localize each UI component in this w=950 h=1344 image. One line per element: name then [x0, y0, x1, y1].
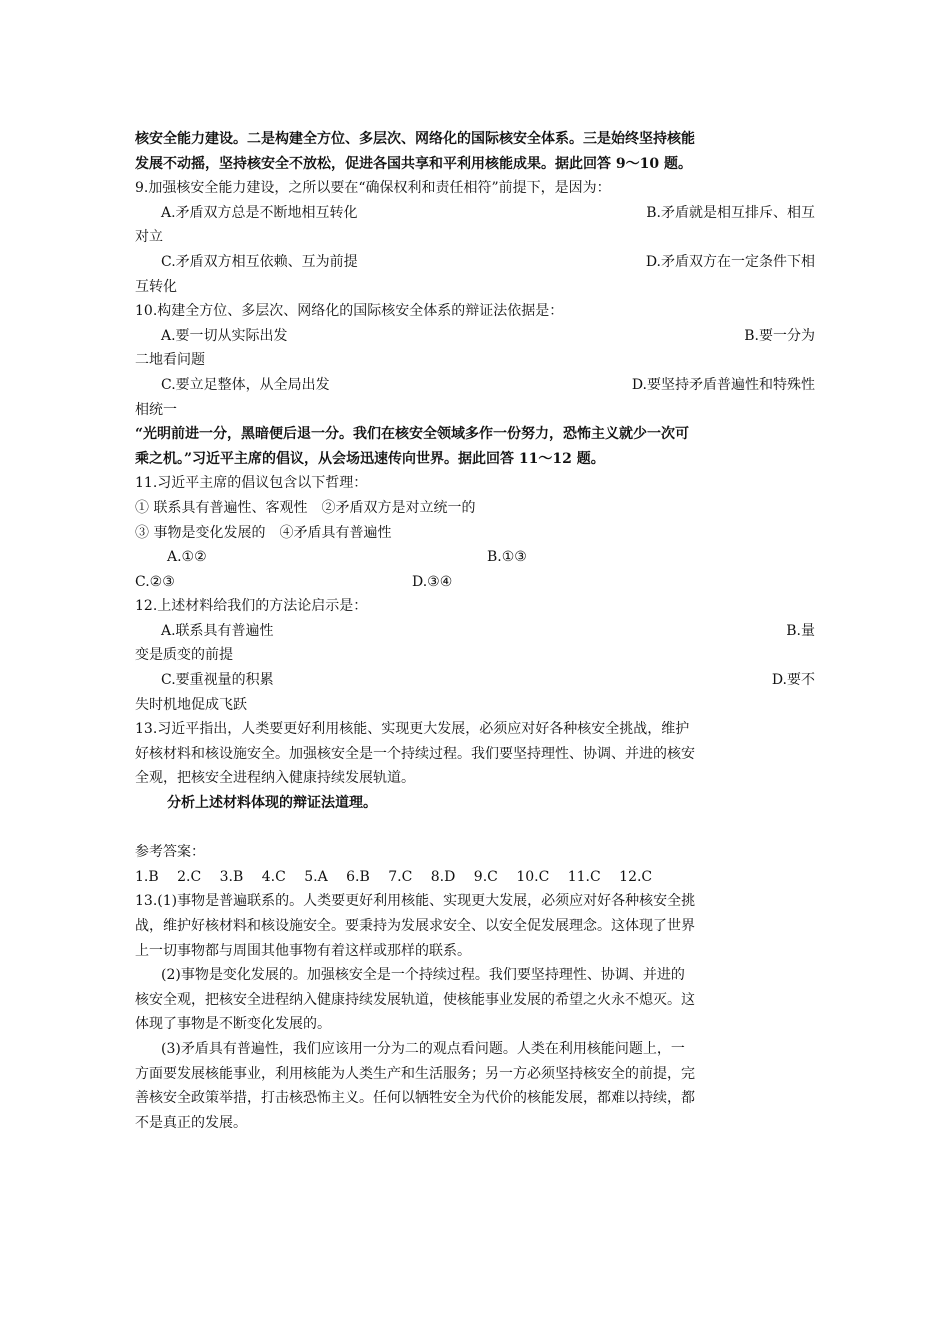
q12-option-a: A.联系具有普遍性	[161, 622, 274, 639]
q10-option-c: C.要立足整体，从全局出发	[161, 376, 330, 393]
q9-option-b-cont: 对立	[135, 229, 163, 246]
q12-option-row-ab	[135, 619, 815, 644]
q10-option-d-cont: 相统一	[135, 401, 177, 418]
q12-option-b: B.量	[786, 622, 815, 639]
q9-stem: 9.加强核安全能力建设，之所以要在“确保权利和责任相符”前提下，是因为：	[135, 180, 611, 197]
q9-option-b: B.矛盾就是相互排斥、相互	[646, 204, 815, 221]
spacer	[135, 816, 815, 841]
q9-option-row-ab	[135, 201, 815, 226]
q13-task: 分析上述材料体现的辩证法道理。	[167, 795, 377, 812]
q10-option-b-cont: 二地看问题	[135, 352, 205, 369]
q13-line-1: 13.习近平指出，人类要更好利用核能、实现更大发展，必须应对好各种核安全挑战，维护	[135, 721, 690, 738]
quote-line-2: 乘之机。”习近平主席的倡议，从会场迅速传向世界。据此回答 11～12 题。	[135, 450, 605, 467]
q12-option-row-cd	[135, 668, 815, 693]
q10-option-b: B.要一分为	[744, 327, 815, 344]
q10-option-row-cd	[135, 373, 815, 398]
q10-stem: 10.构建全方位、多层次、网络化的国际核安全体系的辩证法依据是：	[135, 303, 564, 320]
answers-mc: 1.B 2.C 3.B 4.C 5.A 6.B 7.C 8.D 9.C 10.C 11.C 12.C	[135, 868, 653, 885]
q12-stem: 12.上述材料给我们的方法论启示是：	[135, 598, 368, 615]
answer-13-p3-line-3: 善核安全政策举措，打击核恐怖主义。任何以牺牲安全为代价的核能发展，都难以持续，都	[135, 1090, 695, 1107]
answer-13-p3-line-2: 方面要发展核能事业，利用核能为人类生产和生活服务；另一方必须坚持核安全的前提，完	[135, 1065, 695, 1082]
q10-option-d: D.要坚持矛盾普遍性和特殊性	[631, 376, 815, 393]
q11-option-d: D.③④	[412, 573, 453, 590]
q12-option-c: C.要重视量的积累	[161, 672, 274, 689]
answers-label: 参考答案：	[135, 844, 205, 861]
answer-13-p1-line-3: 上一切事物都与周围其他事物有着这样或那样的联系。	[135, 942, 471, 959]
answer-13-p1-line-2: 战，维护好核材料和核设施安全。要秉持为发展求安全、以安全促发展理念。这体现了世界	[135, 918, 695, 934]
quote-line-1: “光明前进一分，黑暗便后退一分。我们在核安全领域多作一份努力，恐怖主义就少一次可	[135, 426, 690, 443]
q11-option-c: C.②③	[135, 573, 175, 590]
q9-option-row-cd	[135, 250, 815, 275]
answer-13-p2-line-1: (2)事物是变化发展的。加强核安全是一个持续过程。我们要坚持理性、协调、并进的	[161, 967, 685, 984]
q11-option-row-cd	[135, 570, 815, 595]
answer-13-p3-line-4: 不是真正的发展。	[135, 1114, 247, 1131]
q12-option-d: D.要不	[771, 672, 815, 689]
answer-13-p3-line-1: (3)矛盾具有普遍性，我们应该用一分为二的观点看问题。人类在利用核能问题上，一	[161, 1040, 685, 1057]
q10-option-a: A.要一切从实际出发	[161, 327, 288, 344]
q11-items-1: ① 联系具有普遍性、客观性 ②矛盾双方是对立统一的	[135, 499, 476, 516]
q11-option-b: B.①③	[487, 549, 527, 566]
q9-option-d-cont: 互转化	[135, 278, 177, 295]
answer-13-p2-line-2: 核安全观，把核安全进程纳入健康持续发展轨道，使核能事业发展的希望之火永不熄灭。这	[135, 991, 695, 1008]
intro-line-1: 核安全能力建设。二是构建全方位、多层次、网络化的国际核安全体系。三是始终坚持核能	[135, 131, 695, 147]
q11-option-row-ab	[135, 545, 815, 570]
q9-option-c: C.矛盾双方相互依赖、互为前提	[161, 253, 358, 270]
q11-stem: 11.习近平主席的倡议包含以下哲理：	[135, 475, 368, 492]
q12-option-b-cont: 变是质变的前提	[135, 647, 233, 664]
q11-items-2: ③ 事物是变化发展的 ④矛盾具有普遍性	[135, 524, 392, 541]
q13-line-2: 好核材料和核设施安全。加强核安全是一个持续过程。我们要坚持理性、协调、并进的核安	[135, 745, 695, 762]
q9-option-d: D.矛盾双方在一定条件下相	[645, 253, 815, 270]
q13-line-3: 全观，把核安全进程纳入健康持续发展轨道。	[135, 770, 415, 787]
answer-13-p1-line-1: 13.(1)事物是普遍联系的。人类要更好利用核能、实现更大发展，必须应对好各种核安全挑	[135, 893, 696, 910]
q9-option-a: A.矛盾双方总是不断地相互转化	[161, 204, 358, 221]
intro-line-2: 发展不动摇，坚持核安全不放松，促进各国共享和平利用核能成果。据此回答 9～10 题。	[135, 155, 692, 172]
q11-option-a: A.①②	[167, 549, 207, 566]
answer-13-p2-line-3: 体现了事物是不断变化发展的。	[135, 1016, 331, 1033]
document-page	[135, 127, 815, 1135]
q10-option-row-ab	[135, 324, 815, 349]
q12-option-d-cont: 失时机地促成飞跃	[135, 696, 247, 713]
